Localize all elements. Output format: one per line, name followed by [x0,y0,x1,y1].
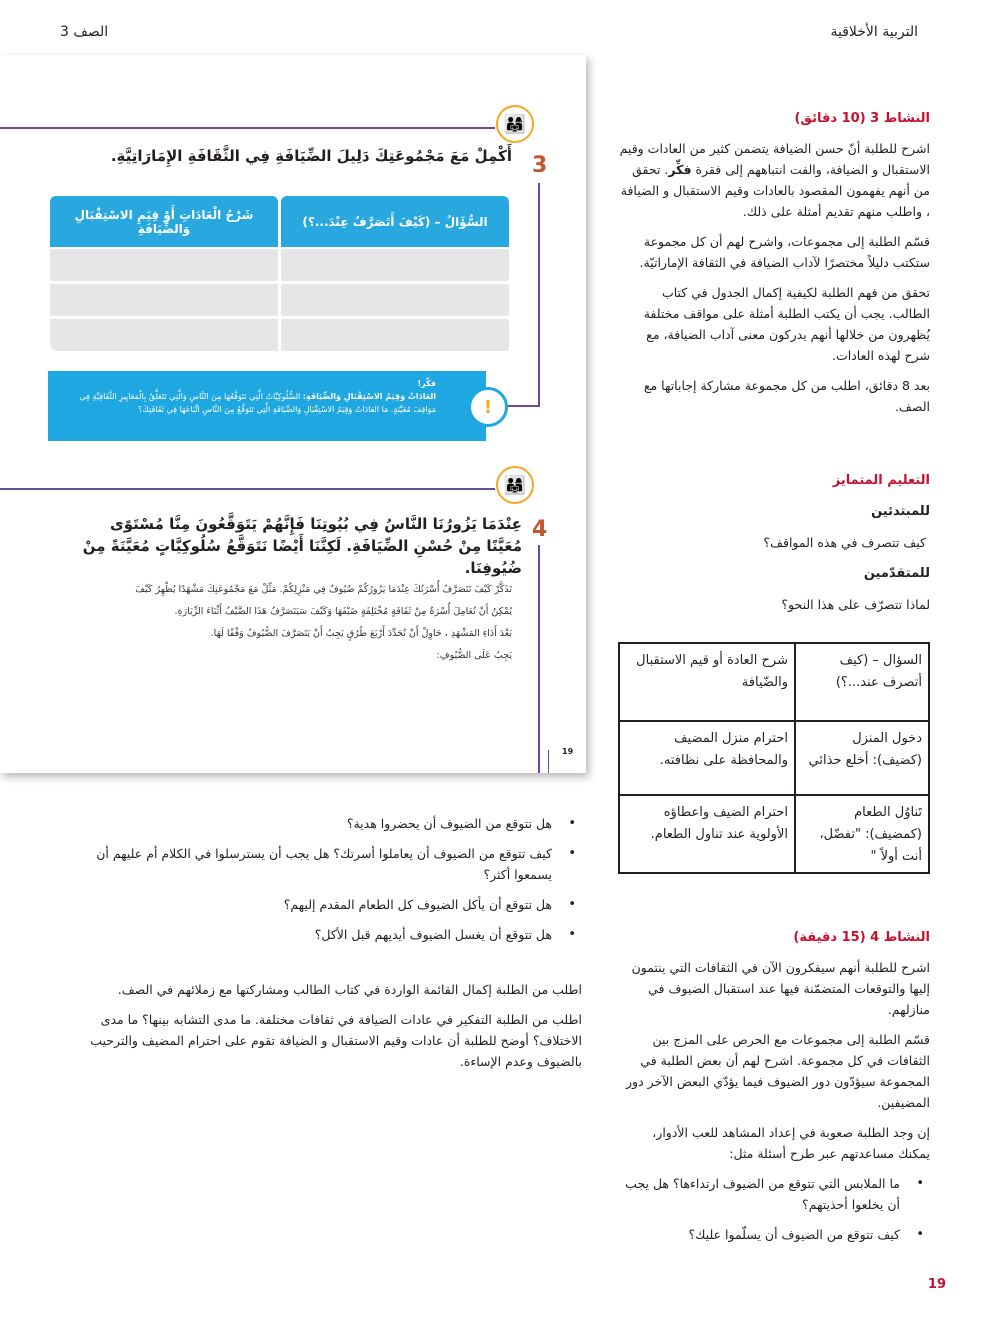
list-item: • هل تتوقع من الضيوف أن يحضروا هدية؟ [80,813,582,834]
section4-line: يُمْكِنُ أَنْ تُعَامِلَ أُسْرَةٌ مِنْ ثَقَافَةٍ مُخْتَلِفَةٍ ضَيْفَهَا وَكَيْفَ سَيَتَصَرَّفُ هَذَا الضَّيْفُ أَثْنَاءَ الزِّيَارَةِ. [174,606,512,617]
students-avatar-icon: 👨‍👩‍👧 [496,105,534,143]
table-header-explanation: شَرْحُ الْعَادَاتِ أَوْ قِيَمِ الاسْتِقْبَالِ وَالضِّيَافَةِ [50,196,278,247]
activity3-paragraph: بعد 8 دقائق، اطلب من كل مجموعة مشاركة إجاباتها مع الصف. [643,378,930,414]
section4-body [58,579,512,667]
page-number-tick [548,750,549,773]
p1-bold: فكِّر [668,162,692,177]
table-row [619,795,929,873]
activity4-title: النشاط 4 (15 دقيقة) [793,930,930,945]
table-cell[interactable] [281,284,509,316]
example-table [618,642,930,874]
section4-vertical-line [538,545,540,773]
advanced-label: للمتقدّمين [863,566,930,581]
think-term: العَادَاتُ وَقِيَمُ الاسْتِقْبَالِ وَالضِّيَافَةِ: [302,392,436,401]
table-cell: دخول المنزل (كضيف): أخلع حذائي [795,721,929,795]
activity3-paragraph: قسّم الطلبة إلى مجموعات، واشرح لهم أن كل مجموعة ستكتب دليلاً مختصرًا لآداب الضيافة في الثقافة الإماراتيّة. [639,234,930,270]
think-title: فكّر! [417,379,436,388]
activity3-paragraph: تحقق من فهم الطلبة لكيفية إكمال الجدول في كتاب الطالب. يجب أن يكتب الطلبة أمثلة على مواقف مختلفة يُظهرون من خلالها أنهم يدركون معنى آداب الضيافة، مع شرح لهذه العادات. [643,285,930,363]
table-cell[interactable] [281,319,509,351]
p1-text-end: . تحقق من أنهم يفهمون المقصود بالعادات وقيم الاستقبال و الضيافة ، واطلب منهم تقديم أمثلة على ذلك. [620,162,930,219]
table-cell: احترام منزل المضيف والمحافظة على نظافته. [619,721,795,795]
section3-number: 3 [532,153,548,178]
table-row [619,643,929,721]
activity4-paragraph: إن وجد الطلبة صعوبة في إعداد المشاهد للعب الأدوار، يمكنك مساعدتهم عبر طرح أسئلة مثل: [652,1125,930,1161]
activity4-paragraph: اشرح للطلبة أنهم سيفكرون الآن في الثقافات التي ينتمون إليها والتوقعات المتضمّنة فيها عند استقبال الضيوف في منازلهم. [631,960,930,1017]
table-cell[interactable] [50,284,278,316]
students-avatar-icon: 👨‍👩‍👧 [496,466,534,504]
lightbulb-icon: ! [468,387,508,427]
differentiation-block [618,470,930,615]
instruction-paragraph: اطلب من الطلبة إكمال القائمة الواردة في كتاب الطالب ومشاركتها مع زملائهم في الصف. [117,982,582,997]
list-item: • ما الملابس التي تتوقع من الضيوف ارتداءها؟ هل يجب أن يخلعوا أحذيتهم؟ [618,1173,930,1215]
list-item: • هل تتوقع أن يغسل الضيوف أيديهم قبل الأكل؟ [80,924,582,945]
page-number: 19 [927,1277,946,1292]
activity4-block [618,927,930,1254]
table-header-question: السُّؤَالُ – (كَيْفَ أَتَصَرَّفُ عِنْدَ...؟) [281,196,509,247]
think-text: السُّلُوكِيَّاتُ الَّتِي نَتَوَقَّعُهَا مِنَ النَّاسِ وَالَّتِي تَتَعَلَّقُ بِالْمَعَايِيرِ الثَّقَافِيَّةِ فِي مَوَاقِفَ مُعَيَّنَةٍ. مَا العَادَاتُ وَقِيَمُ الاسْتِقْبَالِ وَالضِّيَافَةِ الَّتِي تَتَوَقَّعُ مِنَ النَّاسِ اتِّبَاعَهَا فِي ثَقَافَتِكَ؟ [79,392,436,414]
table-cell: شرح العادة أو قيم الاستقبال والضّيافة [619,643,795,721]
table-row [619,721,929,795]
section4-line: يَجِبُ عَلَى الضُّيُوفِ: [436,650,512,661]
list-item: • كيف تتوقع من الضيوف أن يسلّموا عليك؟ [618,1224,930,1245]
table-cell: تَناوُل الطعام (كمضيف): "تفضّل، أنت أولاً " [795,795,929,873]
table-cell[interactable] [281,249,509,281]
divider-line [0,488,495,490]
section3-vertical-line [538,183,540,407]
differentiation-title: التعليم المتمايز [832,473,930,488]
activity4-paragraph: قسّم الطلبة إلى مجموعات مع الحرص على المزج بين الثقافات في كل مجموعة. اشرح لهم أن بعض الطلبة في المجموعة سيؤدّون دور الضيوف فيما يؤدّي البعض الآخر دور المضيفين. [626,1032,930,1110]
table-cell[interactable] [50,249,278,281]
example-table-wrap [618,642,930,874]
section4-line: تَذَكَّرْ كَيْفَ تَتَصَرَّفُ أُسْرَتُكَ عِنْدَمَا يَزُورُكُمْ ضُيُوفٌ فِي مَنْزِلِكُمْ. مَثِّلْ مَعَ مَجْمُوعَتِكَ مَشْهَدًا يُظْهِرُ كَيْفَ [135,584,512,595]
header-grade: الصف 3 [60,24,109,40]
table-cell: السؤال – (كيف أتصرف عند...؟) [795,643,929,721]
think-box [48,371,486,441]
right-column [618,108,930,417]
beginners-question: كيف تتصرف في هذه المواقف؟ [763,535,926,550]
beginners-label: للمبتدئين [871,504,930,519]
header-subject: التربية الأخلاقية [830,24,918,40]
activity4-bullets [618,1173,930,1245]
student-book-page [0,55,586,773]
table-cell: احترام الضيف واعطاؤه الأولوية عند تناول الطعام. [619,795,795,873]
activity3-paragraph [618,138,930,222]
instruction-paragraph: اطلب من الطلبة التفكير في عادات الضيافة في ثقافات مختلفة. ما مدى التشابه بينها؟ ما مدى الاختلاف؟ أوضح للطلبة أن عادات وقيم الاستقبال و الضيافة تقوم على احترام المضيف والترحيب بالضيوف وعدم الإساءة. [90,1012,582,1069]
section3-instruction: أَكْمِلْ مَعَ مَجْمُوعَتِكَ دَلِيلَ الضِّيَافَةِ فِي الثَّقَافَةِ الإِمَارَاتِيَّةِ. [110,147,512,165]
book-page-number: 19 [562,747,574,756]
divider-line [0,127,495,129]
section4-line: بَعْدَ أَدَاءِ المَشْهَدِ ، حَاوِلْ أَنْ تُحَدِّدَ أَرْبَعَ طُرُقٍ يَجِبُ أَنْ يَتَصَرَّفَ الضُّيُوفُ وَفْقًا لَهَا. [210,628,512,639]
list-item: • هل تتوقع أن يأكل الضيوف كل الطعام المقدم إليهم؟ [80,894,582,915]
section4-heading: عِنْدَمَا يَزُورُنَا النَّاسُ فِي بُيُوتِنَا فَإِنَّهُمْ يَتَوَقَّعُونَ مِنَّا مُسْتَوًى مُعَيَّنًا مِنْ حُسْنِ الضِّيَافَةِ. لَكِنَّنَا أَيْضًا نَتَوَقَّعُ سُلُوكِيَّاتٍ مُعَيَّنَةً مِنْ ضُيُوفِنَا. [82,515,522,577]
advanced-question: لماذا تتصرّف على هذا النحو؟ [781,597,930,612]
questions-list [80,813,582,945]
left-column [80,813,582,1072]
p1-text: اشرح للطلبة أنّ حسن الضيافة يتضمن كثير من العادات وقيم الاستقبال و الضيافة، والفت انتباههم إلى فقرة [619,141,930,177]
list-item: • كيف تتوقع من الضيوف أن يعاملوا أسرتك؟ هل يجب أن يسترسلوا في الكلام أم عليهم أن يسمعوا أكثر؟ [80,843,582,885]
table-cell[interactable] [50,319,278,351]
section4-number: 4 [532,517,548,542]
activity3-title: النشاط 3 (10 دقائق) [794,111,930,126]
